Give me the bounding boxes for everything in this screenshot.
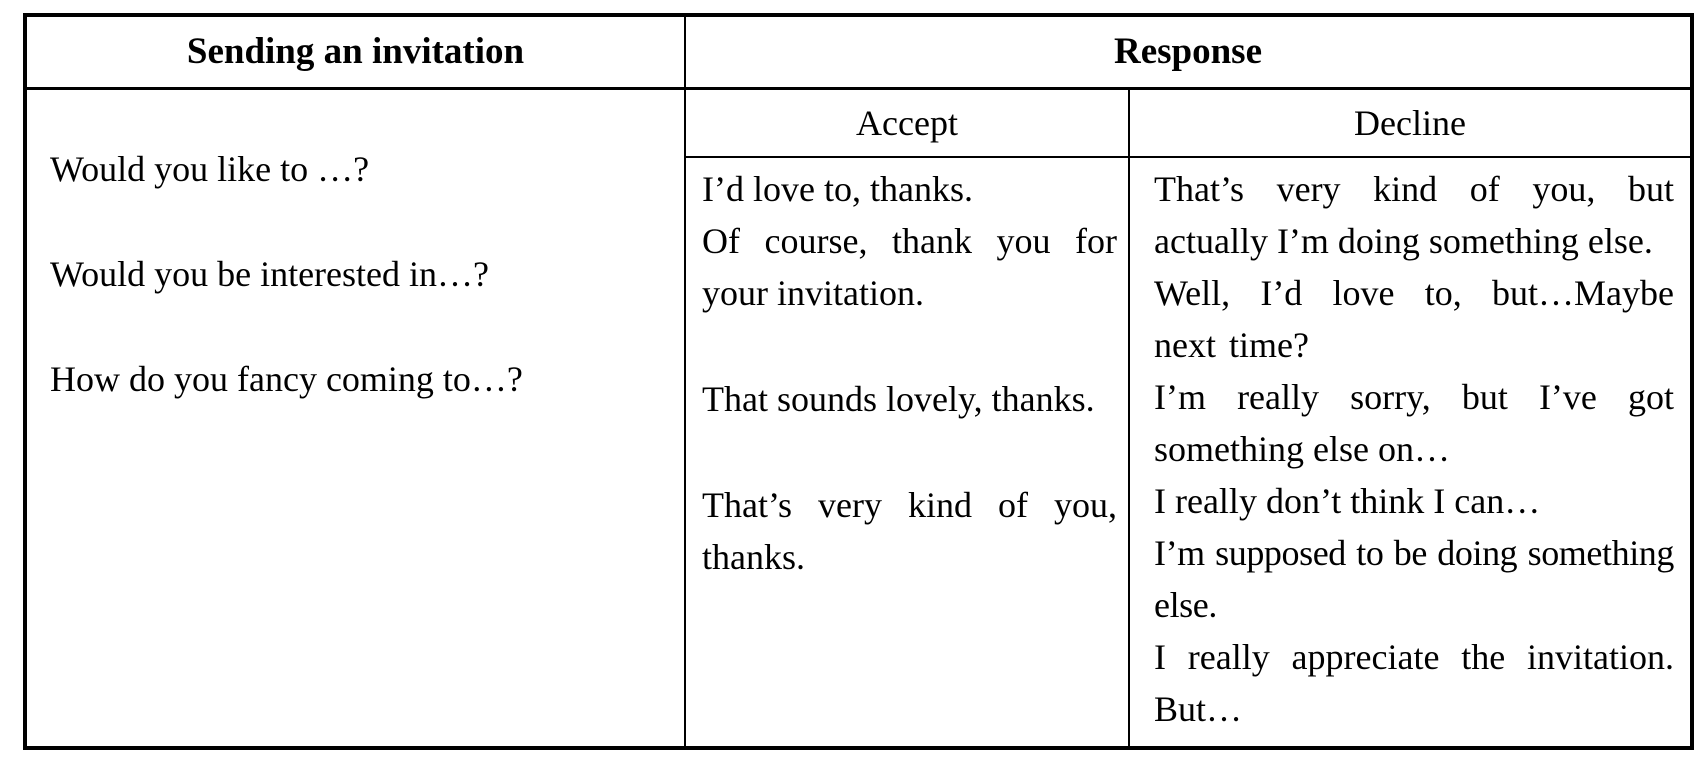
invitation-phrase: Would you be interested in…? — [50, 253, 489, 294]
decline-phrase: That’s very kind of you, but actually I’m doing something else. — [1154, 169, 1674, 261]
decline-cell — [1129, 157, 1692, 748]
decline-phrase: I’m supposed to be doing something else. — [1154, 533, 1674, 625]
invitation-phrase: Would you like to …? — [50, 148, 370, 189]
accept-phrase: Of course, thank you for your invitation. — [702, 221, 1117, 313]
decline-phrase: I really appreciate the invitation. But… — [1154, 637, 1674, 729]
decline-phrase: I really don’t think I can… — [1154, 481, 1541, 521]
accept-cell — [685, 157, 1129, 748]
accept-phrase: That sounds lovely, thanks. — [702, 379, 1095, 419]
subheader-decline: Decline — [1129, 88, 1692, 157]
accept-phrase: That’s very kind of you, thanks. — [702, 485, 1117, 577]
decline-phrase: Well, I’d love to, but…Maybe next time? — [1154, 273, 1674, 365]
table-subheader-row — [25, 88, 1692, 157]
subheader-accept: Accept — [685, 88, 1129, 157]
invitation-phrase: How do you fancy coming to…? — [50, 358, 523, 399]
invitations-cell — [25, 88, 685, 748]
header-sending-invitation: Sending an invitation — [25, 15, 685, 88]
decline-phrase: I’m really sorry, but I’ve got something else on… — [1154, 377, 1674, 469]
accept-phrase: I’d love to, thanks. — [702, 169, 973, 209]
invitation-response-table — [23, 13, 1694, 750]
header-response: Response — [685, 15, 1692, 88]
table-header-row — [25, 15, 1692, 88]
